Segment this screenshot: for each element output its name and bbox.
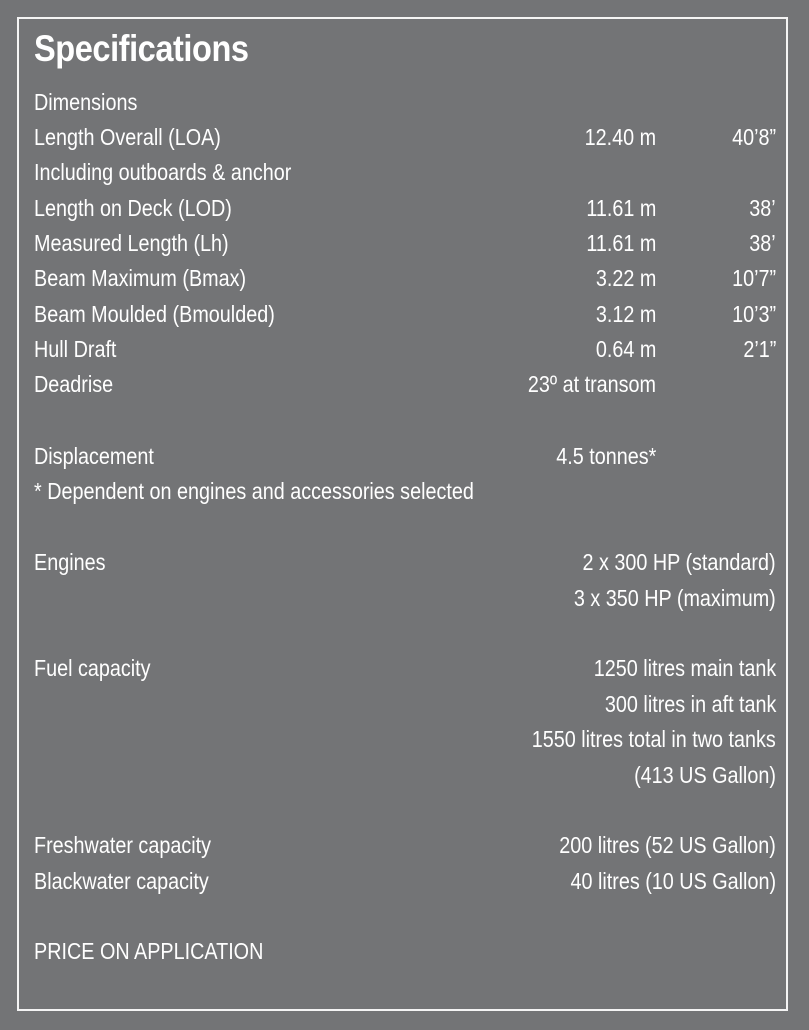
- spec-value-fuel-total: 1550 litres total in two tanks: [531, 726, 776, 752]
- spec-row-fuel-aft: [34, 689, 776, 719]
- spec-metric-draft: 0.64 m: [595, 336, 656, 362]
- spec-value-fuel-main: 1250 litres main tank: [593, 655, 776, 681]
- spec-value-blackwater: 40 litres (10 US Gallon): [570, 868, 776, 894]
- spec-metric-lod: 11.61 m: [585, 195, 656, 221]
- spec-metric-lh: 11.61 m: [585, 230, 656, 256]
- spec-row-displacement: [34, 441, 776, 471]
- spec-row-displacement-note: [34, 476, 776, 506]
- spec-metric-loa: 12.40 m: [584, 124, 656, 150]
- spec-imperial-lh: 38’: [749, 230, 776, 256]
- spec-row-freshwater: [34, 830, 776, 860]
- spec-row-draft: [34, 334, 776, 364]
- spec-label-fuel: Fuel capacity: [34, 655, 151, 681]
- spec-row-bmoulded: [34, 299, 776, 329]
- spec-label-bmax: Beam Maximum (Bmax): [34, 265, 247, 291]
- spec-imperial-bmoulded: 10’3”: [732, 301, 776, 327]
- spec-row-fuel: [34, 653, 776, 683]
- spec-label-lh: Measured Length (Lh): [34, 230, 229, 256]
- spec-value-engines-standard: 2 x 300 HP (standard): [582, 549, 776, 575]
- spec-label-blackwater: Blackwater capacity: [34, 868, 209, 894]
- spec-value-fuel-us: (413 US Gallon): [634, 762, 776, 788]
- spec-imperial-bmax: 10’7”: [732, 265, 776, 291]
- spec-row-loa: [34, 122, 776, 152]
- spec-label-freshwater: Freshwater capacity: [34, 832, 211, 858]
- spec-label-lod: Length on Deck (LOD): [34, 195, 232, 221]
- spec-metric-bmoulded: 3.12 m: [595, 301, 656, 327]
- spec-imperial-draft: 2’1”: [743, 336, 776, 362]
- spec-row-fuel-us: [34, 760, 776, 790]
- dimensions-heading-row: [34, 87, 776, 117]
- spec-value-freshwater: 200 litres (52 US Gallon): [559, 832, 776, 858]
- spec-value-engines-maximum: 3 x 350 HP (maximum): [574, 585, 776, 611]
- spec-metric-bmax: 3.22 m: [595, 265, 656, 291]
- spec-note-loa: Including outboards & anchor: [34, 159, 292, 185]
- spec-row-bmax: [34, 263, 776, 293]
- spec-row-loa-note: [34, 157, 776, 187]
- spec-value-fuel-aft: 300 litres in aft tank: [604, 691, 776, 717]
- spec-label-loa: Length Overall (LOA): [34, 124, 221, 150]
- page-title: Specifications: [34, 28, 249, 69]
- spec-note-displacement: * Dependent on engines and accessories selected: [34, 478, 474, 504]
- spec-row-engines-max: [34, 583, 776, 613]
- spec-label-draft: Hull Draft: [34, 336, 117, 362]
- spec-label-engines: Engines: [34, 549, 106, 575]
- price-row: [34, 936, 776, 966]
- spec-imperial-lod: 38’: [749, 195, 776, 221]
- spec-row-deadrise: [34, 369, 776, 399]
- spec-row-lh: [34, 228, 776, 258]
- spec-row-fuel-total: [34, 724, 776, 754]
- spec-label-displacement: Displacement: [34, 443, 154, 469]
- spec-label-bmoulded: Beam Moulded (Bmoulded): [34, 301, 275, 327]
- dimensions-heading: Dimensions: [34, 89, 138, 115]
- spec-row-engines: [34, 547, 776, 577]
- spec-row-lod: [34, 193, 776, 223]
- spec-imperial-loa: 40’8”: [732, 124, 776, 150]
- spec-value-displacement: 4.5 tonnes*: [555, 443, 656, 469]
- spec-row-blackwater: [34, 866, 776, 896]
- spec-label-deadrise: Deadrise: [34, 371, 114, 397]
- spec-value-deadrise: 23º at transom: [527, 371, 656, 397]
- price-text: PRICE ON APPLICATION: [34, 938, 264, 964]
